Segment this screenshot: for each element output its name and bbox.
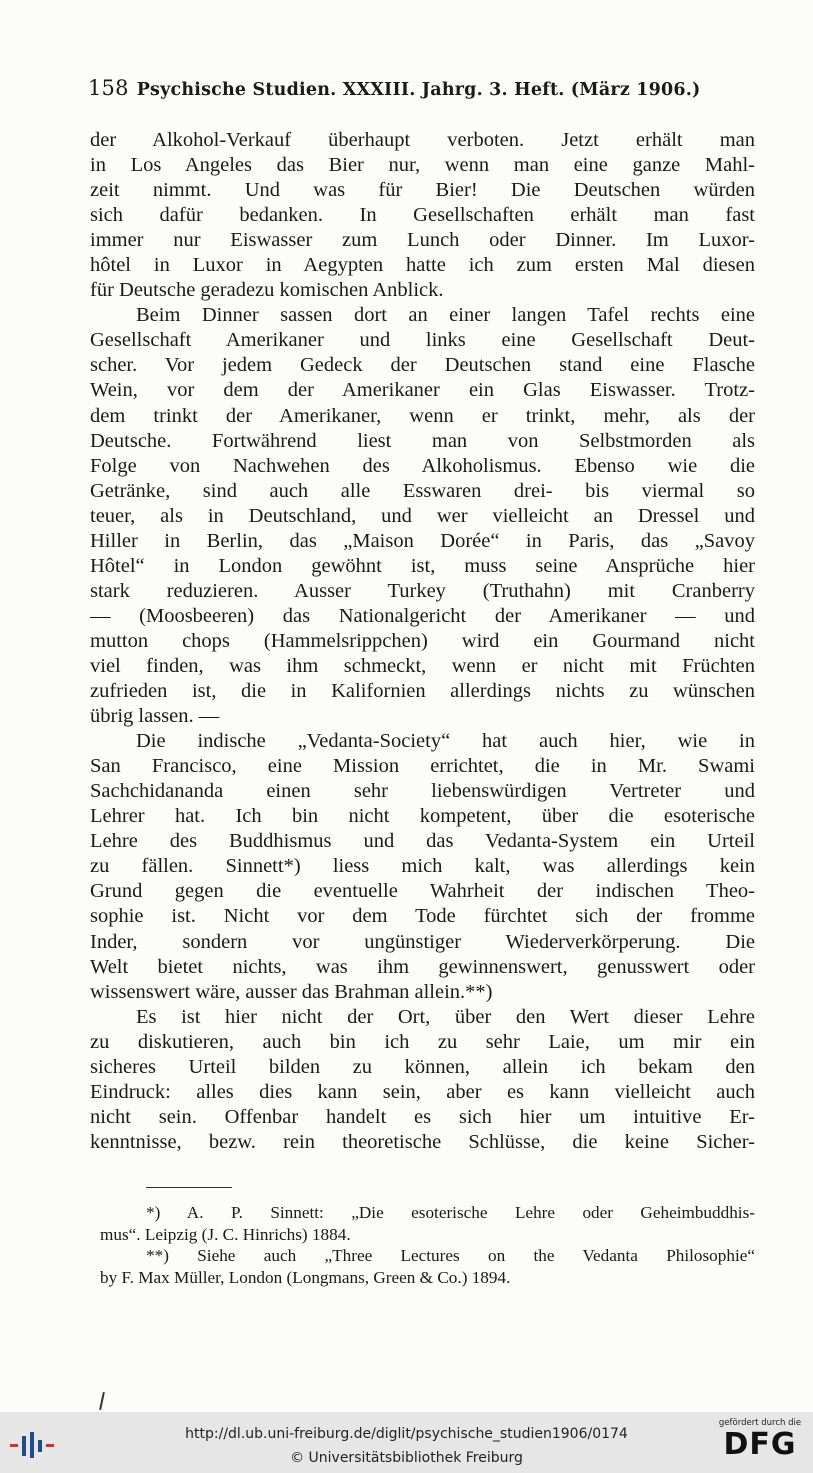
running-head bbox=[88, 76, 728, 100]
footnote-line: by F. Max Müller, London (Longmans, Green & Co.) 1894. bbox=[100, 1267, 511, 1287]
text-line: Wein, vor dem der Amerikaner ein Glas Eiswasser. Trotz- bbox=[90, 379, 755, 402]
text-line: wissenswert wäre, ausser das Brahman allein.**) bbox=[90, 980, 493, 1003]
text-line: Die indische „Vedanta-Society“ hat auch hier, wie in bbox=[136, 730, 755, 753]
text-line: teuer, als in Deutschland, und wer vielleicht an Dressel und bbox=[90, 504, 755, 527]
text-line: kenntnisse, bezw. rein theoretische Schlüsse, die keine Sicher- bbox=[90, 1130, 755, 1153]
scan-mark bbox=[99, 1392, 105, 1410]
text-line: in Los Angeles das Bier nur, wenn man eine ganze Mahl- bbox=[90, 154, 755, 177]
text-line: Welt bietet nichts, was ihm gewinnenswert, genusswert oder bbox=[90, 955, 755, 978]
text-line: Hiller in Berlin, das „Maison Dorée“ in Paris, das „Savoy bbox=[90, 529, 755, 552]
text-line: zeit nimmt. Und was für Bier! Die Deutschen würden bbox=[90, 179, 755, 202]
permalink-url[interactable]: http://dl.ub.uni-freiburg.de/diglit/psychische_studien1906/0174 bbox=[185, 1426, 628, 1442]
viewer-footer bbox=[0, 1412, 813, 1473]
text-line: Sachchidananda einen sehr liebenswürdigen Vertreter und bbox=[90, 780, 755, 803]
text-line: hôtel in Luxor in Aegypten hatte ich zum ersten Mal diesen bbox=[90, 254, 755, 277]
text-line: Lehre des Buddhismus und das Vedanta-System ein Urteil bbox=[90, 830, 755, 853]
text-line: Eindruck: alles dies kann sein, aber es kann vielleicht auch bbox=[90, 1080, 755, 1103]
footnotes bbox=[100, 1202, 755, 1288]
running-head-title: Psychische Studien. XXXIII. Jahrg. 3. Heft. (März 1906.) bbox=[136, 80, 701, 100]
footnote-line: mus“. Leipzig (J. C. Hinrichs) 1884. bbox=[100, 1224, 351, 1244]
text-line: Deutsche. Fortwährend liest man von Selbstmorden als bbox=[90, 429, 755, 452]
footnote-line: **) Siehe auch „Three Lectures on the Vedanta Philosophie“ bbox=[146, 1246, 755, 1265]
text-line: scher. Vor jedem Gedeck der Deutschen stand eine Flasche bbox=[90, 354, 755, 377]
text-line: Getränke, sind auch alle Esswaren drei- bis viermal so bbox=[90, 479, 755, 502]
text-line: sicheres Urteil bilden zu können, allein ich bekam den bbox=[90, 1055, 755, 1078]
text-line: — (Moosbeeren) das Nationalgericht der Amerikaner — und bbox=[90, 604, 755, 627]
page-number: 158 bbox=[88, 76, 129, 100]
text-line: Gesellschaft Amerikaner und links eine Gesellschaft Deut- bbox=[90, 329, 755, 352]
text-line: für Deutsche geradezu komischen Anblick. bbox=[90, 279, 444, 302]
text-line: nicht sein. Offenbar handelt es sich hier um intuitive Er- bbox=[90, 1105, 755, 1128]
copyright-notice: © Universitätsbibliothek Freiburg bbox=[290, 1450, 523, 1466]
text-line: übrig lassen. — bbox=[90, 705, 220, 728]
text-line: Beim Dinner sassen dort an einer langen Tafel rechts eine bbox=[136, 304, 755, 327]
dfg-caption: gefördert durch die bbox=[718, 1418, 802, 1428]
text-line: viel finden, was ihm schmeckt, wenn er nicht mit Früchten bbox=[90, 654, 755, 677]
text-line: Hôtel“ in London gewöhnt ist, muss seine Ansprüche hier bbox=[90, 554, 755, 577]
text-line: Folge von Nachwehen des Alkoholismus. Ebenso wie die bbox=[90, 454, 755, 477]
text-line: zu diskutieren, auch bin ich zu sehr Laie, um mir ein bbox=[90, 1030, 755, 1053]
text-line: mutton chops (Hammelsrippchen) wird ein Gourmand nicht bbox=[90, 629, 755, 652]
text-line: dem trinkt der Amerikaner, wenn er trinkt, mehr, als der bbox=[90, 404, 755, 427]
text-line: Inder, sondern vor ungünstiger Wiederverkörperung. Die bbox=[90, 930, 755, 953]
body-text bbox=[90, 128, 755, 1155]
dfg-logo-text: DFG bbox=[723, 1427, 797, 1462]
text-line: San Francisco, eine Mission errichtet, die in Mr. Swami bbox=[90, 755, 755, 778]
text-line: sich dafür bedanken. In Gesellschaften erhält man fast bbox=[90, 204, 755, 227]
footnote-line: *) A. P. Sinnett: „Die esoterische Lehre oder Geheimbuddhis- bbox=[146, 1203, 755, 1222]
text-line: zu fällen. Sinnett*) liess mich kalt, was allerdings kein bbox=[90, 855, 755, 878]
dfg-logo bbox=[717, 1418, 803, 1470]
text-line: immer nur Eiswasser zum Lunch oder Dinner. Im Luxor- bbox=[90, 229, 755, 252]
text-line: Lehrer hat. Ich bin nicht kompetent, über die esoterische bbox=[90, 805, 755, 828]
text-line: sophie ist. Nicht vor dem Tode fürchtet sich der fromme bbox=[90, 905, 755, 928]
text-line: zufrieden ist, die in Kalifornien allerdings nichts zu wünschen bbox=[90, 680, 755, 703]
footnote-rule bbox=[146, 1187, 232, 1188]
text-line: stark reduzieren. Ausser Turkey (Truthahn) mit Cranberry bbox=[90, 579, 755, 602]
text-line: der Alkohol-Verkauf überhaupt verboten. Jetzt erhält man bbox=[90, 129, 755, 151]
text-line: Grund gegen die eventuelle Wahrheit der indischen Theo- bbox=[90, 880, 755, 903]
text-line: Es ist hier nicht der Ort, über den Wert dieser Lehre bbox=[136, 1005, 755, 1028]
